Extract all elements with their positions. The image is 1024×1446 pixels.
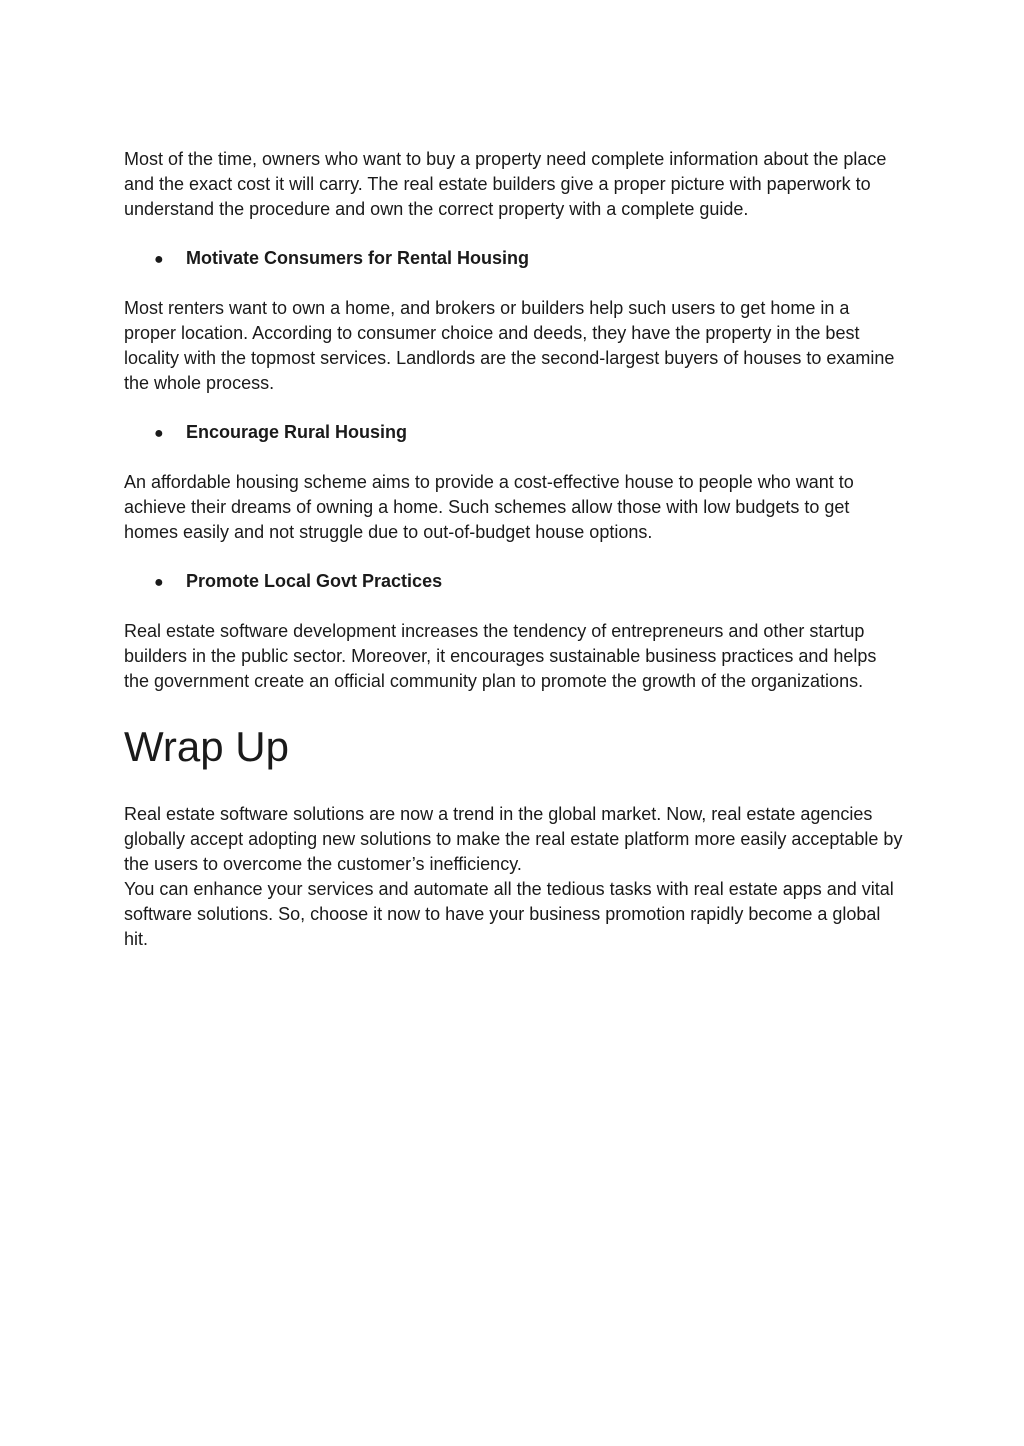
bullet-rural-housing [124, 420, 904, 446]
bullet-label: Motivate Consumers for Rental Housing [186, 248, 530, 268]
paragraph-wrap-up-1: Real estate software solutions are now a trend in the global market. Now, real estate agencies globally accept adopting new solutions to make the real estate platform more easily acceptable by the users to overcome the customer’s inefficiency. [124, 804, 903, 874]
paragraph-property-info: Most of the time, owners who want to buy a property need complete information about the place and the exact cost it will carry. The real estate builders give a proper picture with paperwork to understand the procedure and own the correct property with a complete guide. [124, 149, 887, 219]
bullet-label: Encourage Rural Housing [186, 422, 408, 442]
paragraph-renters: Most renters want to own a home, and brokers or builders help such users to get home in a proper location. According to consumer choice and deeds, they have the property in the best locality with the topmost services. Landlords are the second-largest buyers of houses to examine the whole process. [124, 298, 895, 393]
bullet-label: Promote Local Govt Practices [186, 571, 443, 591]
bullet-local-govt [124, 569, 904, 595]
paragraph-affordable-housing: An affordable housing scheme aims to provide a cost-effective house to people who want to achieve their dreams of owning a home. Such schemes allow those with low budgets to get homes easily and not struggle due to out-of-budget house options. [124, 472, 854, 542]
paragraph-software-development: Real estate software development increases the tendency of entrepreneurs and other startup builders in the public sector. Moreover, it encourages sustainable business practices and helps the government create an official community plan to promote the growth of the organizations. [124, 621, 877, 691]
document-page [124, 147, 904, 952]
bullet-dot-icon: ● [154, 425, 164, 442]
paragraph-wrap-up-2: You can enhance your services and automate all the tedious tasks with real estate apps and vital software solutions. So, choose it now to have your business promotion rapidly become a global hit. [124, 879, 894, 949]
bullet-motivate-consumers [124, 246, 904, 272]
bullet-dot-icon: ● [154, 251, 164, 268]
bullet-dot-icon: ● [154, 574, 164, 591]
heading-wrap-up: Wrap Up [124, 723, 289, 770]
